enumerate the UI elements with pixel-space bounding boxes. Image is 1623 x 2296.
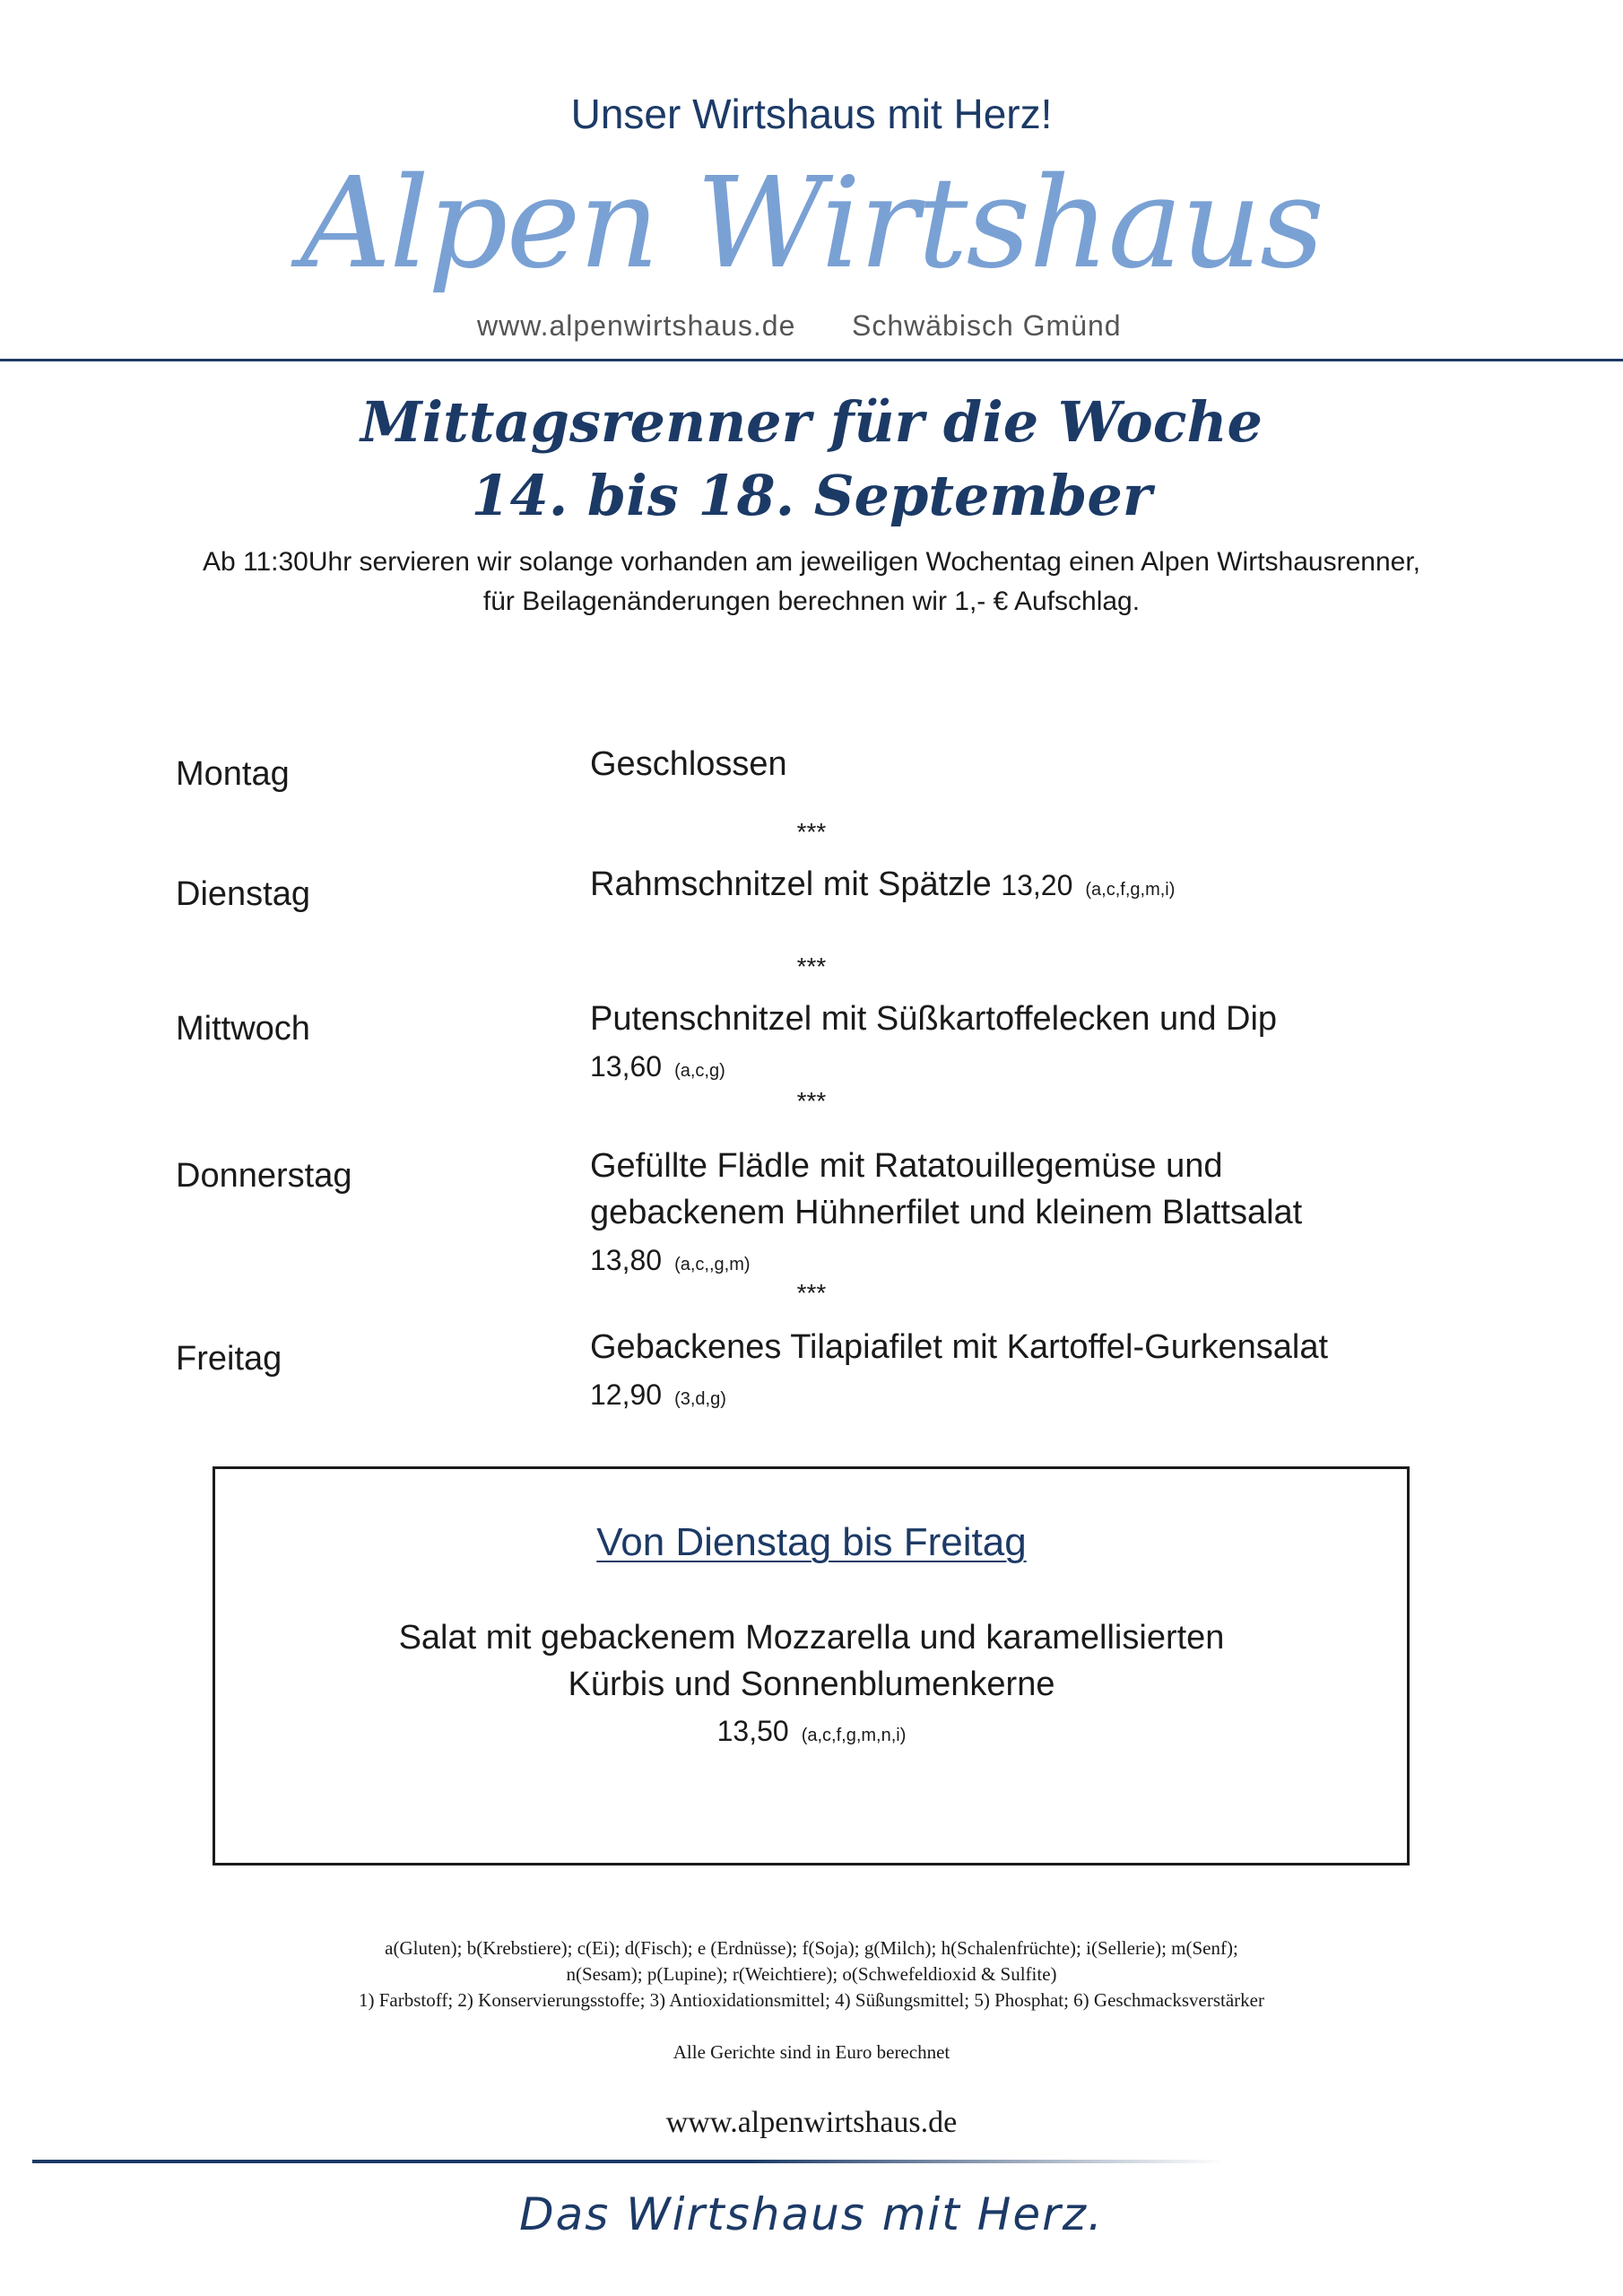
headline-title: Mittagsrenner für die Woche: [360, 389, 1263, 455]
dish-monday: Geschlossen: [590, 745, 787, 783]
dish-name: Gebackenes Tilapiafilet mit Kartoffel-Gurkensalat: [590, 1328, 1329, 1366]
legend-line-3: 1) Farbstoff; 2) Konservierungsstoffe; 3) Antioxidationsmittel; 4) Süßungsmittel; 5) Phosphat; 6) Geschmacksverstärker: [359, 1989, 1264, 2011]
headline-dates: 14. bis 18. September: [471, 463, 1152, 528]
separator: ***: [796, 1087, 827, 1115]
dish-allergens: (a,c,g): [674, 1061, 725, 1081]
footer-divider: [32, 2160, 1225, 2163]
dish-thursday: [590, 1143, 1302, 1288]
weekly-special-title: [0, 1520, 1623, 1565]
day-thursday: Donnerstag: [176, 1157, 352, 1195]
dish-allergens: (a,c,,g,m): [674, 1255, 751, 1274]
alpen-wirtshaus-logo: Alpen Wirtshaus: [300, 151, 1323, 297]
dish-price: 12,90: [590, 1378, 663, 1411]
dish-price: 13,80: [590, 1244, 663, 1276]
allergen-legend: [0, 1935, 1623, 2013]
header-tagline: Unser Wirtshaus mit Herz!: [570, 91, 1053, 137]
weekly-special-dish-line-2: Kürbis und Sonnenblumenkerne: [568, 1665, 1055, 1703]
footer-tagline: Das Wirtshaus mit Herz.: [519, 2188, 1104, 2240]
weekly-special-title-text: Von Dienstag bis Freitag: [596, 1520, 1027, 1564]
dish-price: 13,20: [1001, 869, 1073, 901]
separator: ***: [796, 818, 827, 846]
dish-name: Putenschnitzel mit Süßkartoffelecken und Dip: [590, 1000, 1278, 1038]
dish-allergens: (3,d,g): [674, 1389, 726, 1409]
header-city: Schwäbisch Gmünd: [852, 309, 1122, 342]
dish-name-line-1: Gefüllte Flädle mit Ratatouillegemüse und: [590, 1147, 1223, 1185]
day-tuesday: Dienstag: [176, 875, 310, 913]
weekly-special-price: 13,50: [716, 1715, 789, 1747]
intro-line-1: Ab 11:30Uhr servieren wir solange vorhanden am jeweiligen Wochentag einen Alpen Wirtshausrenner,: [202, 547, 1420, 577]
footer-website: www.alpenwirtshaus.de: [665, 2106, 958, 2139]
header-website: www.alpenwirtshaus.de: [477, 309, 796, 342]
legend-line-2: n(Sesam); p(Lupine); r(Weichtiere); o(Schwefeldioxid & Sulfite): [566, 1963, 1057, 1985]
dish-tuesday: [590, 861, 1175, 913]
separator: ***: [796, 1279, 827, 1307]
intro-line-2: für Beilagenänderungen berechnen wir 1,- € Aufschlag.: [482, 587, 1141, 616]
weekly-special-allergens: (a,c,f,g,m,n,i): [801, 1726, 907, 1745]
weekly-special-dish: [0, 1614, 1623, 1708]
intro-text: [0, 543, 1623, 622]
legend-line-1: a(Gluten); b(Krebstiere); c(Ei); d(Fisch); e (Erdnüsse); f(Soja); g(Milch); h(Schalenfrüchte); i(Sellerie); m(Senf);: [385, 1937, 1238, 1959]
dish-name-line-2: gebackenem Hühnerfilet und kleinem Blattsalat: [590, 1194, 1303, 1231]
day-wednesday: Mittwoch: [176, 1010, 310, 1048]
weekly-special-price-row: [0, 1715, 1623, 1748]
day-monday: Montag: [176, 755, 290, 793]
euro-note: Alle Gerichte sind in Euro berechnet: [673, 2041, 950, 2063]
dish-name: Rahmschnitzel mit Spätzle: [590, 865, 992, 903]
dish-allergens: (a,c,f,g,m,i): [1085, 880, 1176, 900]
separator: ***: [796, 952, 827, 980]
dish-wednesday: [590, 996, 1277, 1094]
dish-price: 13,60: [590, 1050, 663, 1083]
dish-friday: [590, 1324, 1328, 1422]
weekly-special-dish-line-1: Salat mit gebackenem Mozzarella und karamellisierten: [398, 1619, 1225, 1657]
header-divider: [0, 359, 1623, 361]
day-friday: Freitag: [176, 1340, 282, 1378]
